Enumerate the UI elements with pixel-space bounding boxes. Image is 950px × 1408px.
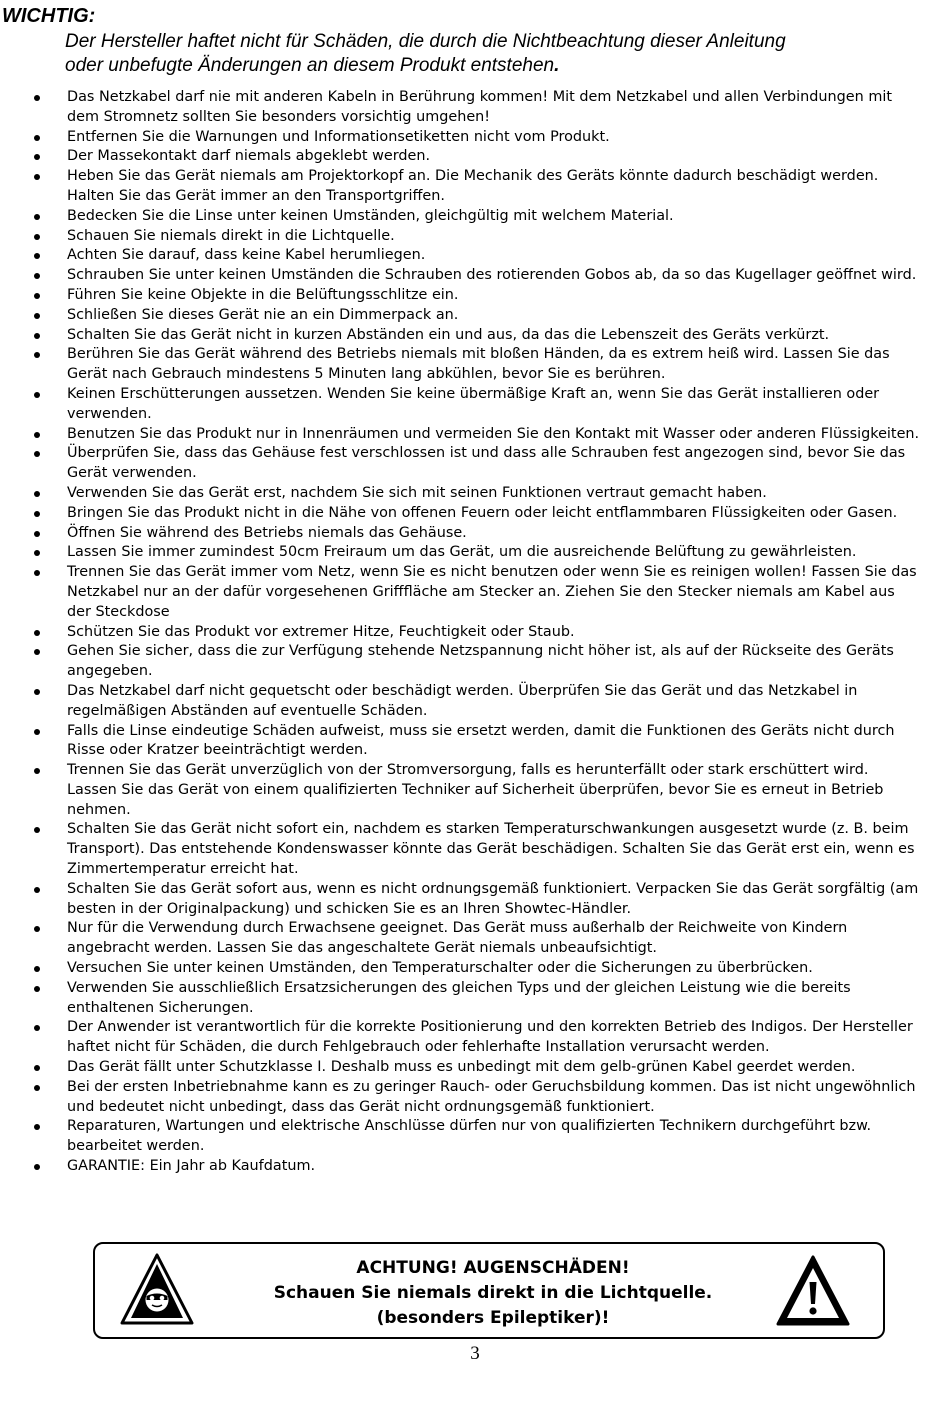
bullet-dot-icon <box>34 313 40 319</box>
bullet-dot-icon <box>34 95 40 101</box>
list-item <box>0 484 950 504</box>
list-item <box>0 919 950 959</box>
liability-notice-line1: Der Hersteller haftet nicht für Schäden, die durch die Nichtbeachtung dieser Anleitung <box>65 31 786 52</box>
bullet-dot-icon <box>34 1025 40 1031</box>
safety-instructions-list <box>0 88 950 1177</box>
eye-damage-warning-box <box>93 1242 885 1339</box>
bullet-dot-icon <box>34 1124 40 1130</box>
bullet-dot-icon <box>34 966 40 972</box>
list-item-text: GARANTIE: Ein Jahr ab Kaufdatum. <box>67 1158 316 1175</box>
list-item <box>0 385 950 425</box>
bullet-dot-icon <box>34 234 40 240</box>
bullet-dot-icon <box>34 887 40 893</box>
bullet-dot-icon <box>34 827 40 833</box>
list-item <box>0 682 950 722</box>
list-item <box>0 761 950 820</box>
bullet-dot-icon <box>34 432 40 438</box>
bullet-dot-icon <box>34 491 40 497</box>
list-item <box>0 1117 950 1157</box>
list-item <box>0 820 950 879</box>
list-item-text: Bei der ersten Inbetriebnahme kann es zu geringer Rauch- oder Geruchsbildung kommen. Das ist nicht ungewöhnlich und bedeutet nicht unbedingt, dass das Gerät nicht ordnungsgemäß funktioniert. <box>67 1078 916 1115</box>
bullet-dot-icon <box>34 392 40 398</box>
bullet-dot-icon <box>34 689 40 695</box>
list-item-text: Schalten Sie das Gerät nicht sofort ein, nachdem es starken Temperaturschwankungen ausgesetzt wurde (z. B. beim Transport). Das entstehende Kondenswasser könnte das Gerät beschädigen. Schalten Sie das Gerät erst ein, wenn es Zimmertemperatur erreicht hat. <box>67 821 915 878</box>
list-item-text: Trennen Sie das Gerät immer vom Netz, wenn Sie es nicht benutzen oder wenn Sie es reinigen wollen! Fassen Sie das Netzkabel nur an der dafür vorgesehenen Grifffläche am Stecker an. Ziehen Sie den Stecker niemals am Kabel aus der Steckdose <box>67 564 917 620</box>
list-item <box>0 167 950 207</box>
list-item <box>0 880 950 920</box>
list-item <box>0 623 950 643</box>
warning-line-1: ACHTUNG! AUGENSCHÄDEN! <box>356 1258 630 1278</box>
list-item <box>0 543 950 563</box>
list-item-text: Berühren Sie das Gerät während des Betriebs niemals mit bloßen Händen, da es extrem heiß wird. Lassen Sie das Gerät nach Gebrauch mindestens 5 Minuten lang abkühlen, bevor Sie es berühren. <box>67 346 890 383</box>
warning-text <box>245 1256 741 1331</box>
list-item <box>0 1058 950 1078</box>
list-item-text: Schauen Sie niemals direkt in die Lichtquelle. <box>67 227 395 244</box>
list-item <box>0 306 950 326</box>
bullet-dot-icon <box>34 550 40 556</box>
bullet-dot-icon <box>34 293 40 299</box>
list-item <box>0 425 950 445</box>
list-item <box>0 524 950 544</box>
warning-line-3: (besonders Epileptiker)! <box>376 1308 610 1328</box>
bullet-dot-icon <box>34 649 40 655</box>
bullet-dot-icon <box>34 154 40 160</box>
list-item-text: Keinen Erschütterungen aussetzen. Wenden Sie keine übermäßige Kraft an, wenn Sie das Gerät installieren oder verwenden. <box>67 385 880 422</box>
list-item-text: Nur für die Verwendung durch Erwachsene geeignet. Das Gerät muss außerhalb der Reichweite von Kindern angebracht werden. Lassen Sie das angeschaltete Gerät niemals unbeaufsichtigt. <box>67 920 848 957</box>
list-item-text: Schützen Sie das Produkt vor extremer Hitze, Feuchtigkeit oder Staub. <box>67 623 575 640</box>
list-item-text: Entfernen Sie die Warnungen und Informationsetiketten nicht vom Produkt. <box>67 128 610 145</box>
list-item-text: Der Anwender ist verantwortlich für die korrekte Positionierung und den korrekten Betrieb des Indigos. Der Hersteller haftet nicht für Schäden, die durch Fehlgebrauch oder fehlerhafte Installation verursacht werden. <box>67 1019 913 1056</box>
list-item <box>0 345 950 385</box>
bullet-dot-icon <box>34 1164 40 1170</box>
list-item <box>0 227 950 247</box>
list-item-text: Heben Sie das Gerät niemals am Projektorkopf an. Die Mechanik des Geräts könnte dadurch beschädigt werden. Halten Sie das Gerät immer an den Transportgriffen. <box>67 168 879 204</box>
list-item <box>0 563 950 622</box>
list-item <box>0 128 950 148</box>
exclamation-warning-icon <box>775 1254 851 1333</box>
list-item-text: Bringen Sie das Produkt nicht in die Nähe von offenen Feuern oder leicht entflammbaren Flüssigkeiten oder Gasen. <box>67 504 898 521</box>
bullet-dot-icon <box>34 174 40 180</box>
bullet-dot-icon <box>34 926 40 932</box>
list-item-text: Reparaturen, Wartungen und elektrische Anschlüsse dürfen nur von qualifizierten Technikern durchgeführt bzw. bearbeitet werden. <box>67 1118 872 1155</box>
list-item-text: Gehen Sie sicher, dass die zur Verfügung stehende Netzspannung nicht höher ist, als auf der Rückseite des Geräts angegeben. <box>67 643 894 680</box>
bullet-dot-icon <box>34 729 40 735</box>
safety-goggles-warning-icon <box>119 1252 195 1333</box>
list-item <box>0 504 950 524</box>
bullet-dot-icon <box>34 570 40 576</box>
list-item <box>0 147 950 167</box>
list-item-text: Der Massekontakt darf niemals abgeklebt werden. <box>67 148 431 165</box>
list-item-text: Bedecken Sie die Linse unter keinen Umständen, gleichgültig mit welchem Material. <box>67 207 674 224</box>
list-item-text: Falls die Linse eindeutige Schäden aufweist, muss sie ersetzt werden, damit die Funktionen des Geräts nicht durch Risse oder Kratzer beeinträchtigt werden. <box>67 722 895 759</box>
list-item-text: Schrauben Sie unter keinen Umständen die Schrauben des rotierenden Gobos ab, da so das Kugellager geöffnet wird. <box>67 267 917 284</box>
bullet-dot-icon <box>34 531 40 537</box>
list-item <box>0 642 950 682</box>
bullet-dot-icon <box>34 1065 40 1071</box>
bullet-dot-icon <box>34 986 40 992</box>
bullet-dot-icon <box>34 135 40 141</box>
bullet-dot-icon <box>34 352 40 358</box>
list-item-text: Trennen Sie das Gerät unverzüglich von der Stromversorgung, falls es herunterfällt oder stark erschüttert wird. Lassen Sie das Gerät von einem qualifizierten Techniker auf Sicherheit überprüfen, bevor Sie es erneut in Betrieb nehmen. <box>67 762 884 818</box>
list-item-text: Das Netzkabel darf nicht gequetscht oder beschädigt werden. Überprüfen Sie das Gerät und das Netzkabel in regelmäßigen Abständen auf eventuelle Schäden. <box>67 682 858 719</box>
list-item-text: Verwenden Sie ausschließlich Ersatzsicherungen des gleichen Typs und der gleichen Leistung wie die bereits enthaltenen Sicherungen. <box>67 979 851 1016</box>
list-item <box>0 246 950 266</box>
list-item <box>0 207 950 227</box>
list-item-text: Achten Sie darauf, dass keine Kabel herumliegen. <box>67 247 426 264</box>
list-item <box>0 1078 950 1118</box>
list-item-text: Das Netzkabel darf nie mit anderen Kabeln in Berührung kommen! Mit dem Netzkabel und allen Verbindungen mit dem Stromnetz sollten Sie besonders vorsichtig umgehen! <box>67 89 892 125</box>
list-item-text: Führen Sie keine Objekte in die Belüftungsschlitze ein. <box>67 286 459 303</box>
list-item <box>0 444 950 484</box>
list-item-text: Schließen Sie dieses Gerät nie an ein Dimmerpack an. <box>67 306 459 323</box>
bullet-dot-icon <box>34 214 40 220</box>
list-item-text: Lassen Sie immer zumindest 50cm Freiraum um das Gerät, um die ausreichende Belüftung zu gewährleisten. <box>67 544 857 561</box>
list-item <box>0 88 950 128</box>
bullet-dot-icon <box>34 630 40 636</box>
warning-line-2: Schauen Sie niemals direkt in die Lichtquelle. <box>273 1283 713 1303</box>
list-item-text: Öffnen Sie während des Betriebs niemals das Gehäuse. <box>67 524 467 541</box>
bullet-dot-icon <box>34 451 40 457</box>
bullet-dot-icon <box>34 511 40 517</box>
list-item <box>0 1157 950 1177</box>
heading-wichtig: WICHTIG: <box>2 5 96 27</box>
list-item <box>0 722 950 762</box>
list-item <box>0 326 950 346</box>
page-number: 3 <box>470 1343 480 1364</box>
liability-notice <box>65 30 935 78</box>
list-item <box>0 1018 950 1058</box>
list-item-text: Das Gerät fällt unter Schutzklasse I. Deshalb muss es unbedingt mit dem gelb-grünen Kabel geerdet werden. <box>67 1059 856 1076</box>
bullet-dot-icon <box>34 333 40 339</box>
list-item <box>0 286 950 306</box>
bullet-dot-icon <box>34 1085 40 1091</box>
list-item-text: Verwenden Sie das Gerät erst, nachdem Sie sich mit seinen Funktionen vertraut gemacht haben. <box>67 484 767 501</box>
list-item-text: Schalten Sie das Gerät nicht in kurzen Abständen ein und aus, da das die Lebenszeit des Geräts verkürzt. <box>67 326 830 343</box>
liability-notice-line2: oder unbefugte Änderungen an diesem Produkt entstehen. <box>65 55 560 76</box>
list-item-text: Schalten Sie das Gerät sofort aus, wenn es nicht ordnungsgemäß funktioniert. Verpacken Sie das Gerät sorgfältig (am besten in der Originalpackung) und schicken Sie es an Ihren Showtec-Händler. <box>67 880 919 917</box>
list-item-text: Benutzen Sie das Produkt nur in Innenräumen und vermeiden Sie den Kontakt mit Wasser oder anderen Flüssigkeiten. <box>67 425 920 442</box>
list-item-text: Überprüfen Sie, dass das Gehäuse fest verschlossen ist und dass alle Schrauben fest angezogen sind, bevor Sie das Gerät verwenden. <box>67 445 906 482</box>
list-item <box>0 266 950 286</box>
list-item <box>0 979 950 1019</box>
bullet-dot-icon <box>34 273 40 279</box>
list-item <box>0 959 950 979</box>
bullet-dot-icon <box>34 253 40 259</box>
list-item-text: Versuchen Sie unter keinen Umständen, den Temperaturschalter oder die Sicherungen zu überbrücken. <box>67 960 813 977</box>
bullet-dot-icon <box>34 768 40 774</box>
